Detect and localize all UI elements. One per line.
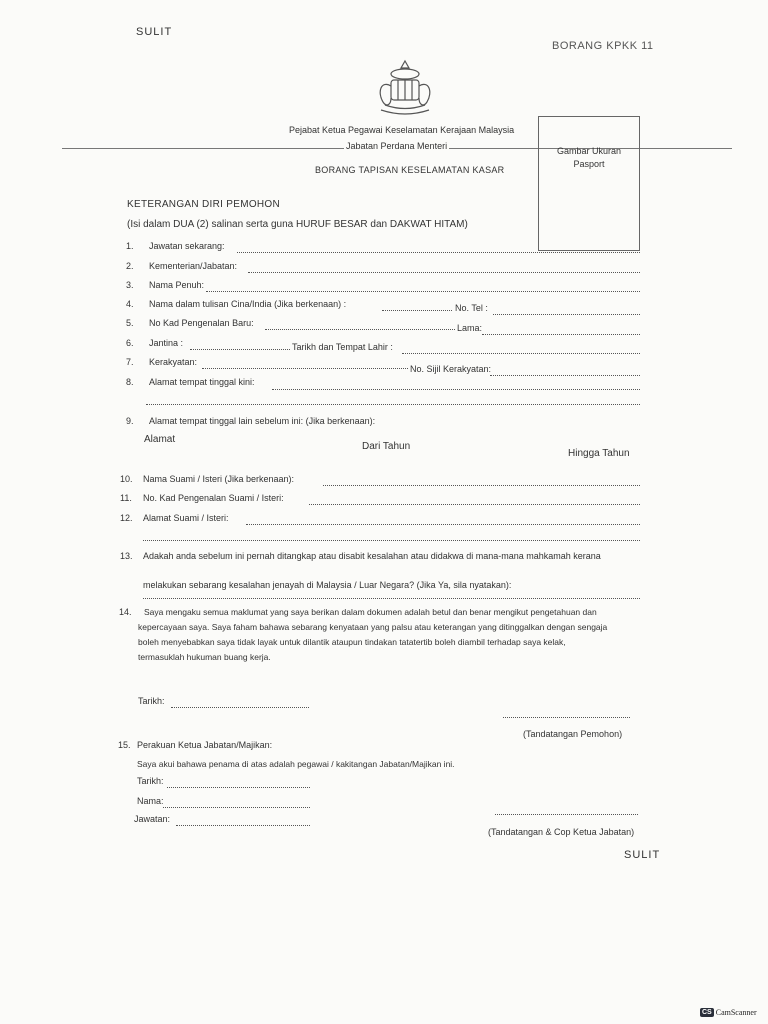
employer-date-input-line[interactable]: [167, 787, 310, 788]
field-11-number: 11.: [120, 493, 132, 503]
field-4-tel-input-line[interactable]: [493, 314, 640, 315]
camscanner-logo-icon: CS: [702, 1008, 712, 1016]
applicant-signature-caption: (Tandatangan Pemohon): [523, 729, 623, 739]
field-13-question-line-2: melakukan sebarang kesalahan jenayah di Malaysia / Luar Negara? (Jika Ya, sila nyatakan):: [143, 580, 512, 590]
declaration-line-1: Saya mengaku semua maklumat yang saya berikan dalam dokumen adalah betul dan benar mengikut pengetahuan dan: [144, 607, 597, 617]
date-input-line[interactable]: [171, 707, 309, 708]
form-code: BORANG KPKK 11: [552, 40, 654, 52]
field-8-input-line-1[interactable]: [272, 389, 640, 390]
field-9-col-to-year: Hingga Tahun: [568, 448, 630, 459]
field-5-lama-input-line[interactable]: [482, 334, 640, 335]
field-1-input-line[interactable]: [237, 252, 640, 253]
field-5-label: No Kad Pengenalan Baru:: [149, 318, 254, 328]
field-3-input-line[interactable]: [206, 291, 640, 292]
section-instruction: (Isi dalam DUA (2) salinan serta guna HURUF BESAR dan DAKWAT HITAM): [127, 219, 468, 230]
field-7-cert-input-line[interactable]: [490, 375, 640, 376]
field-6-label: Jantina :: [149, 338, 184, 348]
form-title: BORANG TAPISAN KESELAMATAN KASAR: [315, 165, 505, 175]
field-14-number: 14.: [119, 607, 132, 617]
field-6-input-line[interactable]: [190, 349, 290, 350]
field-13-question-line-1: Adakah anda sebelum ini pernah ditangkap atau disabit kesalahan atau didakwa di mana-mana mahkamah kerana: [143, 551, 601, 561]
field-11-input-line[interactable]: [309, 504, 640, 505]
field-6-birth-label: Tarikh dan Tempat Lahir :: [292, 342, 393, 352]
camscanner-watermark: [700, 1006, 757, 1018]
field-15-label: Perakuan Ketua Jabatan/Majikan:: [137, 740, 273, 750]
field-1-label: Jawatan sekarang:: [149, 241, 225, 251]
classification-marker-bottom: SULIT: [624, 849, 661, 861]
field-12-input-line-1[interactable]: [246, 524, 640, 525]
field-7-input-line[interactable]: [202, 368, 408, 369]
declaration-line-4: termasuklah hukuman buang kerja.: [138, 652, 271, 662]
field-9-number: 9.: [126, 416, 134, 426]
field-6-birth-input-line[interactable]: [402, 353, 640, 354]
field-3-number: 3.: [126, 280, 134, 290]
photo-box-caption-1: Gambar Ukuran: [556, 146, 622, 156]
field-9-label: Alamat tempat tinggal lain sebelum ini: (Jika berkenaan):: [149, 416, 376, 426]
passport-photo-box: [538, 116, 640, 251]
field-10-input-line[interactable]: [323, 485, 640, 486]
field-4-tel-label: No. Tel :: [455, 303, 488, 313]
head-signature-caption: (Tandatangan & Cop Ketua Jabatan): [488, 827, 635, 837]
field-3-label: Nama Penuh:: [149, 280, 205, 290]
department-name: Jabatan Perdana Menteri: [346, 141, 448, 151]
field-12-label: Alamat Suami / Isteri:: [143, 513, 229, 523]
field-5-number: 5.: [126, 318, 134, 328]
field-10-label: Nama Suami / Isteri (Jika berkenaan):: [143, 474, 295, 484]
field-4-label: Nama dalam tulisan Cina/India (Jika berkenaan) :: [149, 299, 347, 309]
field-2-number: 2.: [126, 261, 134, 271]
field-5-input-line[interactable]: [265, 329, 455, 330]
field-11-label: No. Kad Pengenalan Suami / Isteri:: [143, 493, 284, 503]
field-10-number: 10.: [120, 474, 133, 484]
field-8-label: Alamat tempat tinggal kini:: [149, 377, 255, 387]
field-4-number: 4.: [126, 299, 134, 309]
coat-of-arms-icon: [373, 58, 437, 118]
field-12-input-line-2[interactable]: [143, 540, 640, 541]
employer-name-input-line[interactable]: [163, 807, 310, 808]
employer-position-label: Jawatan:: [134, 814, 171, 824]
field-12-number: 12.: [120, 513, 133, 523]
field-13-number: 13.: [120, 551, 133, 561]
field-15-number: 15.: [118, 740, 131, 750]
field-2-label: Kementerian/Jabatan:: [149, 261, 238, 271]
field-6-number: 6.: [126, 338, 134, 348]
field-7-cert-label: No. Sijil Kerakyatan:: [410, 364, 492, 374]
field-9-col-from-year: Dari Tahun: [362, 441, 411, 452]
employer-position-input-line[interactable]: [176, 825, 310, 826]
field-5-lama-label: Lama:: [457, 323, 483, 333]
classification-marker-top: SULIT: [136, 26, 173, 38]
employer-name-label: Nama:: [137, 796, 164, 806]
field-2-input-line[interactable]: [248, 272, 640, 273]
camscanner-label: CamScanner: [715, 1007, 757, 1017]
field-4-input-line[interactable]: [382, 310, 452, 311]
field-7-label: Kerakyatan:: [149, 357, 198, 367]
applicant-signature-line[interactable]: [503, 717, 630, 718]
employer-statement: Saya akui bahawa penama di atas adalah pegawai / kakitangan Jabatan/Majikan ini.: [137, 759, 455, 769]
declaration-line-2: kepercayaan saya. Saya faham bahawa sebarang kenyataan yang palsu atau keterangan yang ditinggalkan dengan sengaja: [138, 622, 608, 632]
field-9-col-address: Alamat: [144, 434, 176, 445]
head-signature-line[interactable]: [495, 814, 638, 815]
field-13-input-line[interactable]: [143, 598, 640, 599]
section-title: KETERANGAN DIRI PEMOHON: [127, 199, 281, 210]
field-7-number: 7.: [126, 357, 134, 367]
photo-box-caption-2: Pasport: [573, 159, 605, 169]
declaration-line-3: boleh menyebabkan saya tidak layak untuk dilantik ataupun tindakan tatatertib boleh diambil terhadap saya kelak,: [138, 637, 566, 647]
employer-date-label: Tarikh:: [137, 776, 164, 786]
field-8-number: 8.: [126, 377, 134, 387]
field-1-number: 1.: [126, 241, 134, 251]
issuing-office: Pejabat Ketua Pegawai Keselamatan Kerajaan Malaysia: [289, 125, 515, 135]
field-8-input-line-2[interactable]: [146, 404, 640, 405]
date-label: Tarikh:: [138, 696, 165, 706]
